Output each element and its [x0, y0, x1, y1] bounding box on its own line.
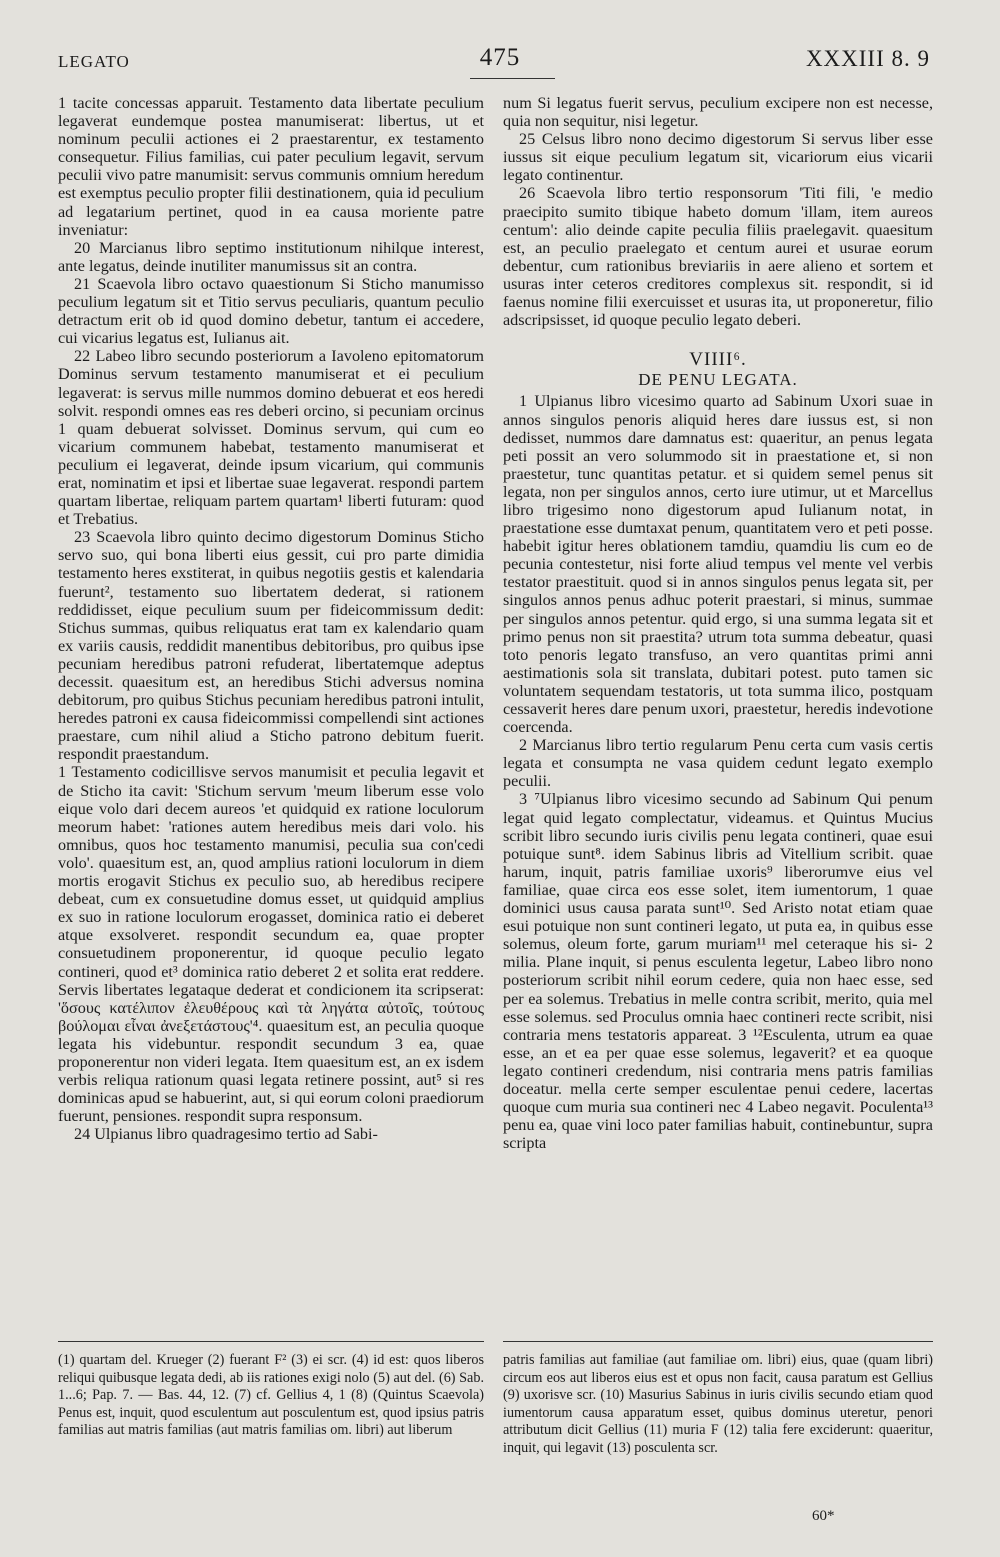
page-number: 475: [479, 44, 521, 71]
section-title: VIIII⁶.: [689, 349, 747, 371]
paragraph: 22 Labeo libro secundo posteriorum a Iavoleno epitomatorum Dominus servum testamento manumiserat et ei peculium legaverat: is servus mille nummos domino debuerat et eos heredi solvit. respondi omnes eas res deberi orcino, si pecuniam orcinus 1 quam debuerat solvisset. Dominus servum, qui cum eo vicarium communem habebat, testamento manumiserat et peculium ei legaverat, deinde ipsum vicarium, qui communis erat, nominatim et ipsi et libertae suae legaverat. respondi partem quartam libertae, reliquam partem quartam¹ liberti futuram: quod et Trebatius.: [58, 347, 484, 529]
footnote-text: patris familias aut familiae (aut familiae om. libri) eius, quae (quam libri) circum eos aut liberos eius est et opus non facit, causa paratum est Gellius (9) uxorisve scr. (10) Masurius Sabinus in iuris civilis secundo etiam quod iumentorum causa apparatum esset, quibus dominus uteretur, penori attributum dicit Gellius (11) muria F (12) talia fere exciderunt: quaeritur, inquit, qui legavit (13) posculenta scr.: [503, 1352, 933, 1456]
paragraph: 1 Testamento codicillisve servos manumisit et peculia legavit et de Sticho ita cavit: 'Stichum servum 'meum liberum esse volo eique volo dari decem aureos 'et quidquid ex ratione loculorum meorum habet: 'rationes autem heredibus meis dari volo. his omnibus, quos hoc testamento manumisi, peculia sua con'cedi volo'. quaesitum est, an, quod amplius rationi loculorum in diem mortis erogavit Stichus ex peculio suo, ab heredibus recipere debeat, cum ex consuetudine domus esset, ut quidquid amplius ex suo in ratione loculorum erogasset, dominica ratio ei deberet atque exsolveret. respondit secundum ea, quae propter consuetudinem proponerentur, id quoque peculio legato contineri, quod et³ dominica ratio deberet 2 et solita erat reddere. Servis libertates legataque dederat et condicionem ita scripserat: 'ὅσους κατέλιπον ἐλευθέρους καὶ τὰ ληγάτα αὐτοῖς, τούτους βούλομαι εἶναι ἀνεξετάστους'⁴. quaesitum est, an peculia quoque legata his videbuntur. respondit secundum 3 ea, quae proponerentur non videri legata. Item quaesitum est, an ex isdem verbis reliqua rationum quasi legata retinere possint, aut⁵ si res dominicas apud se habuerint, aut, si qui eorum coloni praediorum fuerunt, pensiones. respondit supra responsum.: [58, 763, 484, 1126]
footnote-text: (1) quartam del. Krueger (2) fuerant F² (3) ei scr. (4) id est: quos liberos reliqui quibusque legata dedi, ab iis rationes exigi nolo (5) aut del. (6) Sab. 1...6; Pap. 7. — Bas. 44, 12. (7) cf. Gellius 4, 1 (8) (Quintus Scaevola) Penus est, inquit, quod esculentum aut posculentum est, quod ipsius patris familias aut matris familias (aut matris familias om. libri) aut liberum: [58, 1352, 484, 1439]
section-subtitle: DE PENU LEGATA.: [638, 370, 798, 390]
header-rule: [470, 78, 555, 79]
paragraph: 24 Ulpianus libro quadragesimo tertio ad Sabi-: [74, 1125, 378, 1144]
paragraph: 21 Scaevola libro octavo quaestionum Si Sticho manumisso peculium legatum sit et Titio servus peculiaris, quantum peculio detractum erit ob id quod domino debetur, tantum ei accedere, cui vicarius legatus est, Iulianus ait.: [58, 274, 484, 348]
footnote-rule: [503, 1341, 933, 1342]
footnote-rule: [58, 1341, 484, 1342]
signature-mark: 60*: [812, 1508, 835, 1524]
footnotes-right: [503, 1352, 933, 1458]
paragraph: 2 Marcianus libro tertio regularum Penu certa cum vasis certis legata et consumpta ne vasa quidem cedunt legato exemplo peculii.: [503, 736, 933, 791]
paragraph: 25 Celsus libro nono decimo digestorum Si servus liber esse iussus sit eique peculium legatum sit, vicariorum eius vicarii legato continentur.: [503, 130, 933, 185]
running-head-right: XXXIII 8. 9: [805, 46, 930, 71]
paragraph: 26 Scaevola libro tertio responsorum 'Titi fili, 'e medio praecipito sumito tibique habeto domum 'illam, item aureos centum': alio deinde capite peculia filiis praelegavit. quaesitum est, an peculio praelegato et centum aurei et usurae eorum debentur, cum rationibus breviariis in aere alieno et sortem et usuras inter ceteros creditores complexus sit. respondit, si id faenus nomine filii exercuisset et usuras ita, ut proponeretur, filio adscripsisset, id quoque peculio legato deberi.: [503, 184, 933, 330]
right-column: [503, 94, 933, 1152]
paragraph: 1 tacite concessas apparuit. Testamento data libertate peculium legaverat eundemque postea manumiserat: libertus, ut et nominum peculii actiones ei 2 praestarentur, ex testamento consequetur. Filius familias, cui pater peculium legavit, servum peculii vivo patre manumisit: servus communis omnium heredum est exemptus peculio propter filii destinationem, quia id peculium ad legatarium pertinet, quod in ea causa moriente patre inveniatur:: [58, 94, 484, 239]
footnotes-left: [58, 1352, 484, 1440]
running-head-left: LEGATO: [58, 52, 130, 71]
left-column: [58, 94, 484, 1143]
paragraph: num Si legatus fuerit servus, peculium excipere non est necesse, quia non sequitur, nisi legetur.: [503, 94, 933, 131]
paragraph: 1 Ulpianus libro vicesimo quarto ad Sabinum Uxori suae in annos singulos penoris aliquid heres dare iussus est, si non dedisset, nummos dare damnatus est: quaeritur, an penus legata peti possit an vero solummodo sit in praestatione et, si non praestetur, tunc quantitas petatur. et si quidem semel penus sit legata, non per singulos annos, certo iure utimur, ut et Marcellus libro trigesimo nono digestorum apud Iulianum notat, in praestatione esse dumtaxat penum, quantitatem vero et peti posse. habebit igitur heres oblationem tamdiu, quamdiu lis cum eo de pecunia contestetur, nisi forte aliud tempus vel mente vel verbis testator praestituit. quod si in annos singulos penus legata sit, per singulos annos penus adhuc poterit praestari, si minus, summae per singulos annos petentur. quid ergo, si una summa legata sit et primo penus non sit praestita? utrum tota summa debeatur, quasi toto penoris legato transfuso, an vero quantitas primi anni aestimationis sola sit translata, dubitari potest. puto tamen sic voluntatem sequendam testatoris, ut tota summa ilico, postquam cessaverit heres dare penum uxori, praestetur, heredis indevotione coercenda.: [503, 392, 933, 737]
paragraph: 23 Scaevola libro quinto decimo digestorum Dominus Sticho servo suo, qui bona liberti eius gessit, cui pro parte dimidia testamento heres exstiterat, in quibus negotiis gestis et kalendaria fuerunt², testamento suo libertatem dederat, si rationem reddidisset, eique peculium suum per fideicommissum dedit: Stichus summas, quibus reliquatus erat tam ex kalendario quam ex variis causis, reddidit manentibus debitoribus, pro quibus ipse pecuniam heredibus patroni refuderat, libertatemque adeptus decessit. quaesitum est, an heredibus Stichi adversus nomina debitorum, pro quibus Stichus pecuniam heredibus patroni intulit, heredes patroni ex causa fideicommissi compellendi sint actiones praestare, cum nihil aliud a Sticho patrono debitum fuerit. respondit praestandum.: [58, 528, 484, 764]
paragraph: 20 Marcianus libro septimo institutionum nihilque interest, ante legatus, deinde inutiliter manumissus sit an contra.: [58, 238, 484, 275]
paragraph: 3 ⁷Ulpianus libro vicesimo secundo ad Sabinum Qui penum legat quid legato complectatur, videamus. et Quintus Mucius scribit libro secundo iuris civilis penu legata contineri, quae esui potuique sunt⁸. idem Sabinus libris ad Vitellium scribit. quae harum, inquit, patris familiae uxoris⁹ liberorumve eius vel familiae, quae circa eos esse solet, item iumentorum, 1 quae dominici usus causa parata sunt¹⁰. Sed Aristo notat etiam quae esui potuique non sunt contineri legato, ut puta ea, in quibus esse solemus, oleum forte, garum muriam¹¹ mel ceteraque his si- 2 milia. Plane inquit, si penus esculenta legetur, Labeo libro nono posteriorum scribit nihil eorum cedere, quia non haec esse, sed per ea solemus. Trebatius in melle contra scribit, merito, quia mel esse solemus. sed Proculus omnia haec contineri recte scribit, nisi contraria mens testatoris appareat. 3 ¹²Esculenta, utrum ea quae esse, an et ea per quae esse solemus, legaverit? et ea quoque legato contineri credendum, nisi contraria mens patris familias doceatur. mella certe semper esculentae penui cedere, lacertas quoque cum muria sua contineri nec 4 Labeo negavit. Poculenta¹³ penu ea, quae vini loco pater familias habuit, continebuntur, supra scripta: [503, 790, 933, 1153]
